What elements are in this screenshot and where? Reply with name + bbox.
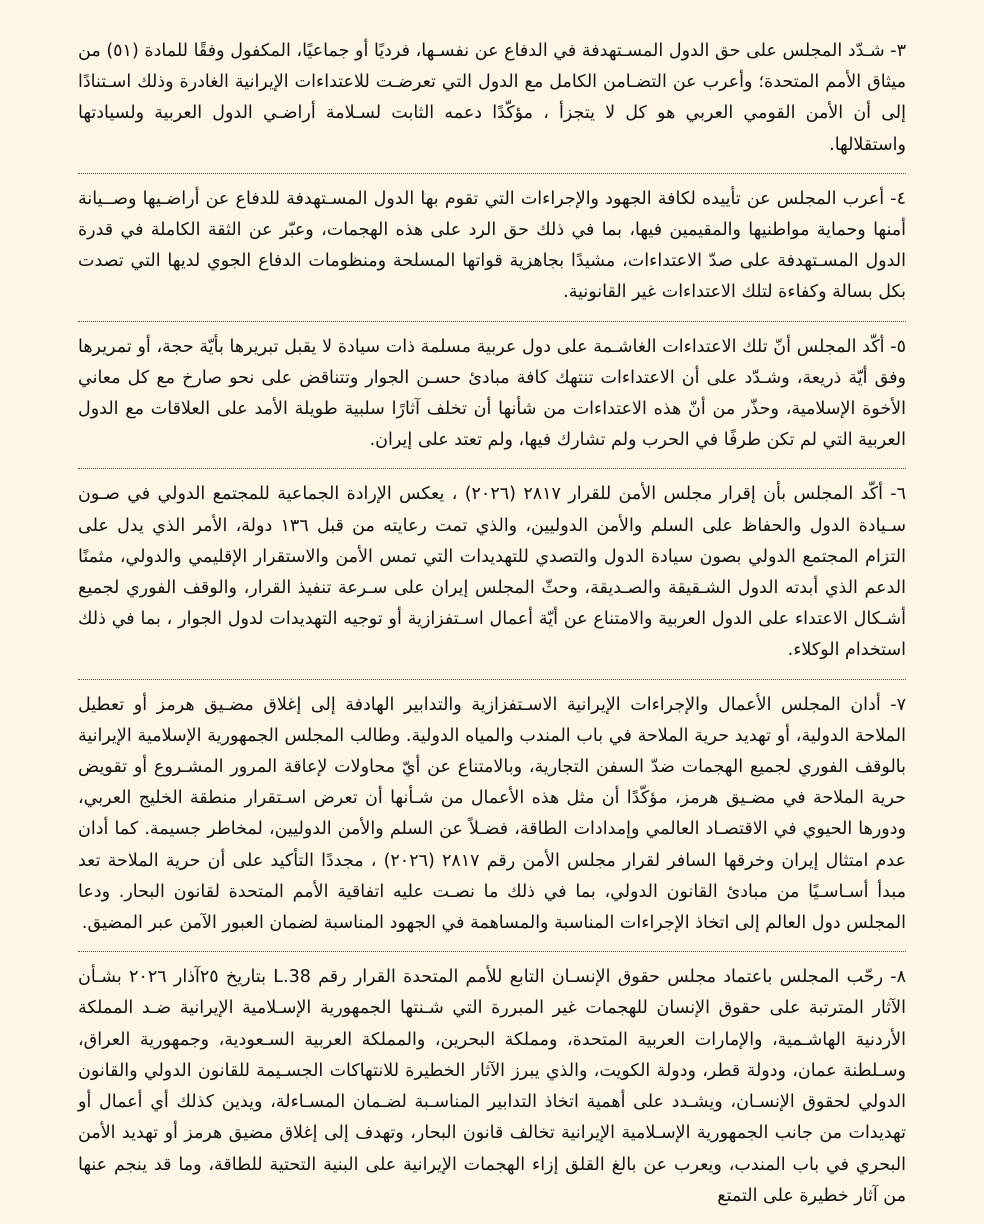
paragraph-7: ٧- أدان المجلس الأعمال والإجراءات الإيرانية الاسـتفزازية والتدابير الهادفة إلى إغلاق مضـيق هرمز أو تعطيل الملاحة الدولية، أو تهديد حرية الملاحة في باب المندب والمياه الدولية. وطالب المجلس الجمهورية الإسلامية الإيرانية بالوقف الفوري لجميع الهجمات ضدّ السفن التجارية، وبالامتناع عن أيّ محاولات لإعاقة المرور المشـروع أو تقويض حرية الملاحة في مضـيق هرمز، مؤكّدًا أن مثل هذه الأعمال من شـأنها أن تعرض اسـتقرار منطقة الخليج العربي، ودورها الحيوي في الاقتصـاد العالمي وإمدادات الطاقة، فضـلاً عن السلم والأمن الدوليين، لمخاطر جسيمة. كما أدان عدم امتثال إيران وخرقها السافر لقرار مجلس الأمن رقم ٢٨١٧ (٢٠٢٦) ، مجددًا التأكيد على أن حرية الملاحة تعد مبدأ أسـاسـيًا من مبادئ القانون الدولي، بما في ذلك ما نصـت عليه اتفاقية الأمم المتحدة لقانون البحار. ودعا المجلس دول العالم إلى اتخاذ الإجراءات المناسبة والمساهمة في الجهود المناسبة لضمان العبور الآمن عبر المضيق.: [78, 694, 907, 934]
dotted-separator: [78, 468, 906, 469]
dotted-separator: [78, 679, 906, 680]
dotted-separator: [78, 321, 906, 322]
paragraph-6: ٦- أكّد المجلس بأن إقرار مجلس الأمن للقرار ٢٨١٧ (٢٠٢٦) ، يعكس الإرادة الجماعية للمجتمع الدولي في صـون سـيادة الدول والحفاظ على السلم والأمن الدوليين، والذي تمت رعايته من قبل ١٣٦ دولة، الأمر الذي يدل على التزام المجتمع الدولي بصون سيادة الدول والتصدي للتهديدات التي تمس الأمن والاستقرار الإقليمي والدولي، مثمنًا الدعم الذي أبدته الدول الشـقيقة والصـديقة، وحثّ المجلس إيران على سـرعة تنفيذ القرار، والوقف الفوري لجميع أشـكال الاعتداء على الدول العربية والامتناع عن أيّة أعمال اسـتفزازية أو توجيه التهديدات لدول الجوار ، بما في ذلك استخدام الوكلاء.: [78, 484, 907, 661]
paragraph-5: ٥- أكّد المجلس أنّ تلك الاعتداءات الغاشـمة على دول عربية مسلمة ذات سيادة لا يقبل تبريرها بأيّة حجة، أو تمريرها وفق أيّة ذريعة، وشـدّد على أن الاعتداءات تنتهك كافة مبادئ حسـن الجوار وتتناقض على نحو صارخ مع كل معاني الأخوة الإسلامية، وحذّر من أنّ هذه الاعتداءات من شأنها أن تخلف آثارًا سلبية طويلة الأمد على العلاقات مع الدول العربية التي لم تكن طرفًا في الحرب ولم تشارك فيها، ولم تعتد على إيران.: [78, 336, 906, 451]
dotted-separator: [78, 951, 906, 952]
paragraph-3: ٣- شـدّد المجلس على حق الدول المسـتهدفة في الدفاع عن نفسـها، فرديًا أو جماعيًا، المكفول وفقًا للمادة (٥١) من ميثاق الأمم المتحدة؛ وأعرب عن التضـامن الكامل مع الدول التي تعرضـت للاعتداءات الإيرانية الغادرة وذلك اسـتنادًا إلى أن الأمن القومي العربي هو كل لا يتجزأ ، مؤكّدًا دعمه الثابت لسـلامة أراضـي الدول العربية ولسيادتها واستقلالها.: [78, 41, 906, 155]
paragraph-4: ٤- أعرب المجلس عن تأييده لكافة الجهود والإجراءات التي تقوم بها الدول المسـتهدفة للدفاع عن أراضـيها وصــيانة أمنها وحماية مواطنيها والمقيمين فيها، بما في ذلك حق الرد على هذه الهجمات، وعبّر عن الثقة الكاملة في قدرة الدول المسـتهدفة على صدّ الاعتداءات، مشيدًا بجاهزية قواتها المسلحة ومنظومات الدفاع الجوي لديها التي تصدت بكل بسالة وكفاءة لتلك الاعتداءات غير القانونية.: [78, 188, 906, 303]
dotted-separator: [78, 173, 906, 174]
paragraph-8: ٨- رحّب المجلس باعتماد مجلس حقوق الإنسـان التابع للأمم المتحدة القرار رقم L.38 بتاريخ ٢٥آذار ٢٠٢٦ بشـأن الآثار المترتبة على حقوق الإنسان للهجمات غير المبررة التي شـنتها الجمهورية الإسـلامية الإيرانية ضـد المملكة الأردنية الهاشـمية، والإمارات العربية المتحدة، ومملكة البحرين، والمملكة العربية السـعودية، وجمهورية العراق، وسـلطنة عمان، ودولة قطر، ودولة الكويت، والذي يبرز الآثار الخطيرة للانتهاكات الجسـيمة للقانون الدولي والقانون الدولي لحقوق الإنسـان، ويشـدد على أهمية اتخاذ التدابير المناسـبة لضـمان المسـاءلة، ويدين كذلك أي أعمال أو تهديدات من جانب الجمهورية الإسـلامية الإيرانية تخالف قانون البحار، وتهدف إلى إغلاق مضيق هرمز أو تهديد الأمن البحري في باب المندب، ويعرب عن بالغ القلق إزاء الهجمات الإيرانية على البنية التحتية للطاقة، وما قد ينجم عنها من آثار خطيرة على التمتع: [78, 967, 907, 1206]
